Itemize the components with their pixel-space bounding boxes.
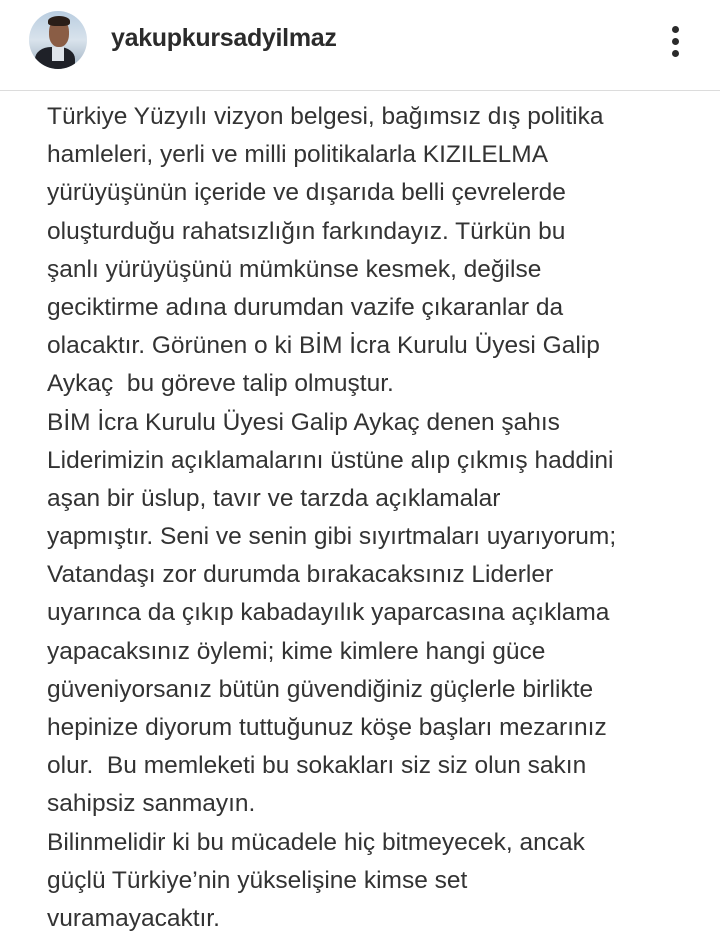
username-link[interactable]: yakupkursadyilmaz [111,24,337,52]
post-caption [47,98,717,938]
more-options-icon[interactable] [664,22,688,62]
caption-line: hepinize diyorum tuttuğunuz köşe başları mezarınız [47,714,607,741]
caption-line: Liderimizin açıklamalarını üstüne alıp çıkmış haddini [47,446,614,474]
caption-line: olacaktır. Görünen o ki BİM İcra Kurulu Üyesi Galip [47,332,600,360]
caption-line: aşan bir üslup, tavır ve tarzda açıklamalar [47,484,501,512]
caption-line: güçlü Türkiye’nin yükselişine kimse set [47,866,468,894]
caption-line: Vatandaşı zor durumda bırakacaksınız Liderler [47,561,554,589]
caption-line: Bilinmelidir ki bu mücadele hiç bitmeyecek, ancak [47,828,585,856]
caption-line: yapacaksınız öylemi; kime kimlere hangi güce [47,637,546,665]
caption-line: vuramayacaktır. [47,904,220,932]
caption-line: hamleleri, yerli ve milli politikalarla KIZILELMA [47,141,549,169]
avatar-hair [48,16,70,26]
caption-line: Aykaç bu göreve talip olmuştur. [47,370,394,398]
post-header [0,0,720,91]
caption-line: uyarınca da çıkıp kabadayılık yaparcasına açıklama [47,599,610,627]
caption-line: olur. Bu memleketi bu sokakları siz siz olun sakın [47,752,587,780]
avatar[interactable] [29,11,87,69]
caption-line: BİM İcra Kurulu Üyesi Galip Aykaç denen şahıs [47,408,560,436]
caption-line: yapmıştır. Seni ve senin gibi sıyırtmaları uyarıyorum; [47,523,617,551]
caption-line: şanlı yürüyüşünü mümkünse kesmek, değilse [47,255,542,283]
caption-line: güveniyorsanız bütün güvendiğiniz güçlerle birlikte [47,675,594,703]
caption-line: sahipsiz sanmayın. [47,790,256,818]
caption-line: yürüyüşünün içeride ve dışarıda belli çevrelerde [47,179,566,207]
caption-line: geciktirme adına durumdan vazife çıkaranlar da [47,293,564,321]
caption-line: oluşturduğu rahatsızlığın farkındayız. Türkün bu [47,217,566,245]
avatar-collar [52,47,64,61]
caption-line: Türkiye Yüzyılı vizyon belgesi, bağımsız dış politika [47,103,604,130]
